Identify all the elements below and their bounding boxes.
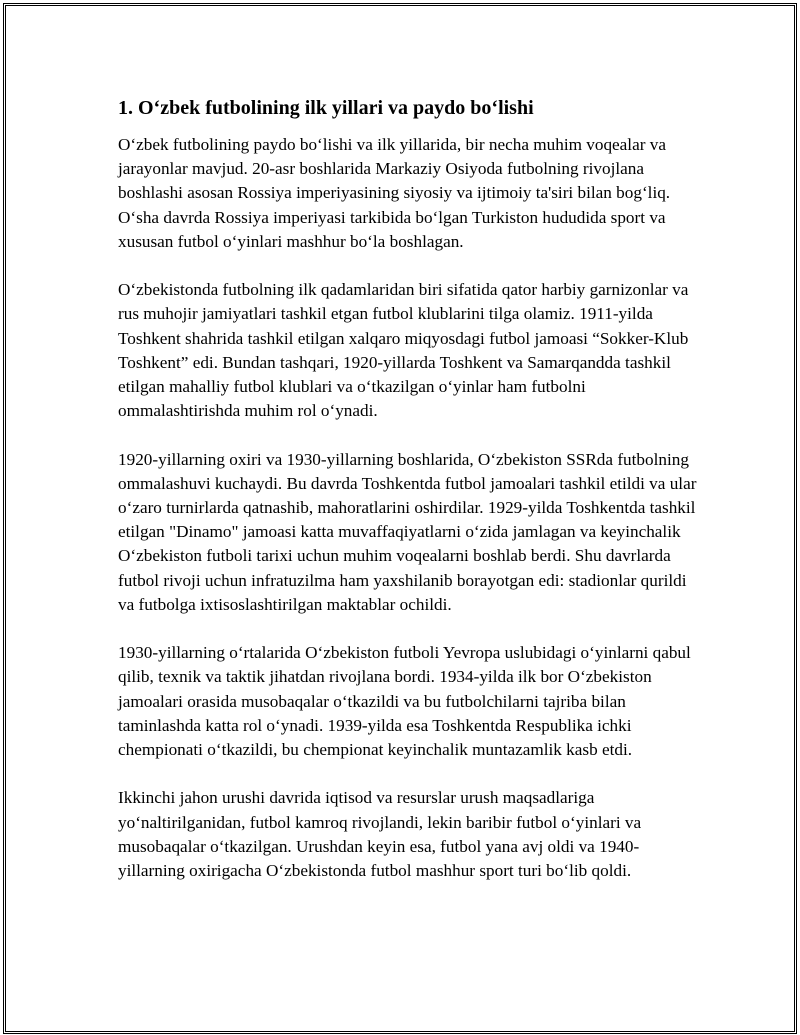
paragraph-4: 1930-yillarning o‘rtalarida O‘zbekiston futboli Yevropa uslubidagi o‘yinlarni qabul qilib, texnik va taktik jihatdan rivojlana bordi. 1934-yilda ilk bor O‘zbekiston jamoalari orasida musobaqalar o‘tkazildi va bu futbolchilarni tajriba bilan taminlashda katta rol o‘ynadi. 1939-yilda esa Toshkentda Respublika ichki chempionati o‘tkazildi, bu chempionat keyinchalik muntazamlik kasb etdi.	[118, 643, 691, 760]
section-heading: 1. O‘zbek futbolining ilk yillari va paydo bo‘lishi	[118, 97, 534, 119]
document-body	[118, 95, 698, 907]
paragraph-5: Ikkinchi jahon urushi davrida iqtisod va resurslar urush maqsadlariga yo‘naltirilganidan, futbol kamroq rivojlandi, lekin baribir futbol o‘yinlari va musobaqalar o‘tkazilgan. Urushdan keyin esa, futbol yana avj oldi va 1940-yillarning oxirigacha O‘zbekistonda futbol mashhur sport turi bo‘lib qoldi.	[118, 788, 642, 881]
paragraph-3: 1920-yillarning oxiri va 1930-yillarning boshlarida, O‘zbekiston SSRda futbolning ommalashuvi kuchaydi. Bu davrda Toshkentda futbol jamoalari tashkil etildi va ular o‘zaro turnirlarda qatnashib, mahoratlarini oshirdilar. 1929-yilda Toshkentda tashkil etilgan "Dinamo" jamoasi katta muvaffaqiyatlarni o‘zida jamlagan va keyinchalik O‘zbekiston futboli tarixi uchun muhim voqealarni boshlab berdi. Shu davrlarda futbol rivoji uchun infratuzilma ham yaxshilanib borayotgan edi: stadionlar qurildi va futbolga ixtisoslashtirilgan maktablar ochildi.	[118, 449, 697, 614]
paragraph-1: O‘zbek futbolining paydo bo‘lishi va ilk yillarida, bir necha muhim voqealar va jarayonlar mavjud. 20-asr boshlarida Markaziy Osiyoda futbolning rivojlana boshlashi asosan Rossiya imperiyasining siyosiy va ijtimoiy ta'siri bilan bog‘liq. O‘sha davrda Rossiya imperiyasi tarkibida bo‘lgan Turkiston hududida sport va xususan futbol o‘yinlari mashhur bo‘la boshlagan.	[118, 135, 671, 251]
paragraph-2: O‘zbekistonda futbolning ilk qadamlaridan biri sifatida qator harbiy garnizonlar va rus muhojir jamiyatlari tashkil etgan futbol klublarini tilga olamiz. 1911-yilda Toshkent shahrida tashkil etilgan xalqaro miqyosdagi futbol jamoasi “Sokker-Klub Toshkent” edi. Bundan tashqari, 1920-yillarda Toshkent va Samarqandda tashkil etilgan mahalliy futbol klublari va o‘tkazilgan o‘yinlar ham futbolni ommalashtirishda muhim rol o‘ynadi.	[118, 280, 689, 421]
